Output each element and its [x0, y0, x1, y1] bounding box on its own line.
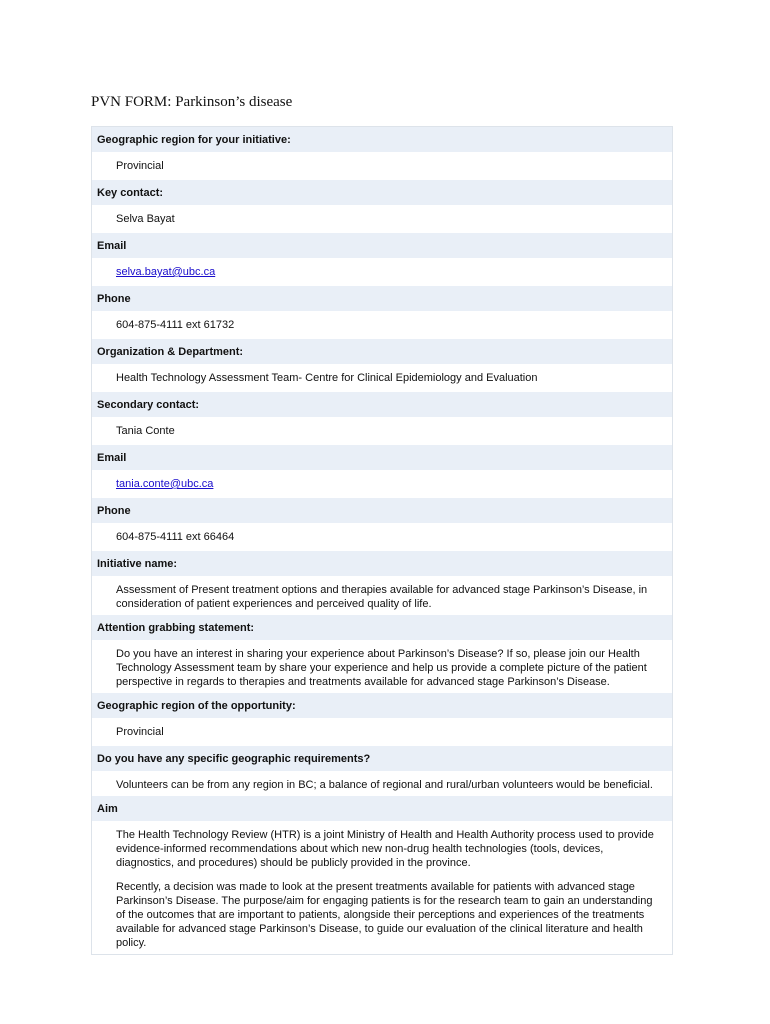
field-label-organization: Organization & Department: [92, 339, 672, 364]
form-table [91, 126, 673, 955]
field-value-geographic-region-initiative: Provincial [92, 152, 672, 180]
field-label-email-secondary: Email [92, 445, 672, 470]
field-label-geographic-requirements: Do you have any specific geographic requirements? [92, 746, 672, 771]
field-label-phone-secondary: Phone [92, 498, 672, 523]
email-link-primary[interactable]: selva.bayat@ubc.ca [116, 266, 216, 278]
field-value-attention-statement: Do you have an interest in sharing your experience about Parkinson’s Disease? If so, please join our Health Technology Assessment team by share your experience and help us provide a complete picture of the patient perspective in regards to therapies and treatments available for advanced stage Parkinson’s Disease. [92, 640, 672, 693]
field-value-email-secondary [92, 470, 672, 498]
email-link-secondary[interactable]: tania.conte@ubc.ca [116, 478, 214, 490]
field-label-phone-primary: Phone [92, 286, 672, 311]
field-value-initiative-name: Assessment of Present treatment options and therapies available for advanced stage Parkinson’s Disease, in consideration of patient experiences and perceived quality of life. [92, 576, 672, 615]
page-title: PVN FORM: Parkinson’s disease [91, 94, 293, 110]
field-label-geographic-region-initiative: Geographic region for your initiative: [92, 127, 672, 152]
aim-paragraph: The Health Technology Review (HTR) is a joint Ministry of Health and Health Authority process used to provide evidence-informed recommendations about which new non-drug health technologies (tools, devices, diagnostics, and procedures) should be publicly provided in the province. [116, 829, 654, 869]
field-label-initiative-name: Initiative name: [92, 551, 672, 576]
field-label-key-contact: Key contact: [92, 180, 672, 205]
field-label-aim: Aim [92, 796, 672, 821]
aim-paragraph: Recently, a decision was made to look at the present treatments available for patients with advanced stage Parkinson’s Disease. The purpose/aim for engaging patients is for the research team to gain an understanding of the outcomes that are important to patients, alongside their perceptions and experiences of the treatments available for advanced stage Parkinson’s Disease, to guide our evaluation of the clinical literature and health policy. [116, 881, 653, 949]
field-value-phone-secondary: 604-875-4111 ext 66464 [92, 523, 672, 551]
field-label-email-primary: Email [92, 233, 672, 258]
field-value-geographic-requirements: Volunteers can be from any region in BC; a balance of regional and rural/urban volunteers would be beneficial. [92, 771, 672, 796]
field-value-secondary-contact: Tania Conte [92, 417, 672, 445]
field-label-secondary-contact: Secondary contact: [92, 392, 672, 417]
field-value-key-contact: Selva Bayat [92, 205, 672, 233]
field-value-email-primary [92, 258, 672, 286]
field-value-organization: Health Technology Assessment Team- Centre for Clinical Epidemiology and Evaluation [92, 364, 672, 392]
field-value-phone-primary: 604-875-4111 ext 61732 [92, 311, 672, 339]
field-label-attention-statement: Attention grabbing statement: [92, 615, 672, 640]
field-label-geographic-region-opportunity: Geographic region of the opportunity: [92, 693, 672, 718]
field-value-geographic-region-opportunity: Provincial [92, 718, 672, 746]
field-value-aim [92, 821, 672, 954]
